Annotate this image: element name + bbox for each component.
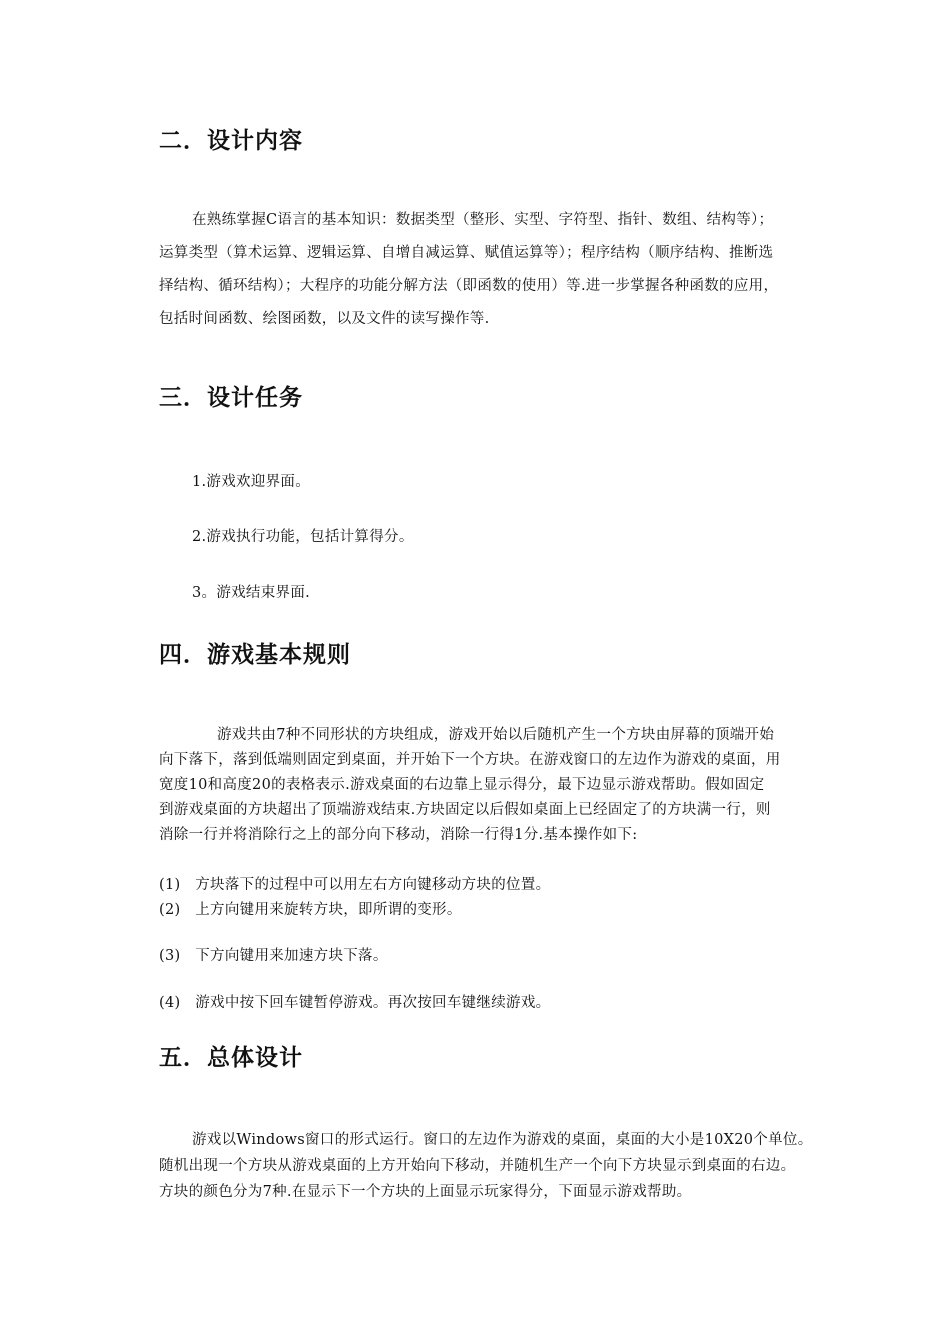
paragraph-line: 包括时间函数、绘图函数，以及文件的读写操作等. — [159, 311, 490, 327]
section-heading-overall-design: 五．总体设计 — [159, 1045, 303, 1071]
paragraph-line: 游戏共由7种不同形状的方块组成，游戏开始以后随机产生一个方块由屏幕的顶端开始 — [217, 727, 775, 743]
paragraph-line: 择结构、循环结构）；大程序的功能分解方法（即函数的使用）等.进一步掌握各种函数的应用， — [159, 278, 779, 294]
game-rules-paragraph — [159, 723, 871, 848]
task-item: 1.游戏欢迎界面。 — [192, 474, 311, 490]
paragraph-line: 方块的颜色分为7种.在显示下一个方块的上面显示玩家得分，下面显示游戏帮助。 — [159, 1184, 692, 1200]
paragraph-line: 随机出现一个方块从游戏桌面的上方开始向下移动，并随机生产一个向下方块显示到桌面的右边。 — [159, 1158, 796, 1174]
paragraph-line: 到游戏桌面的方块超出了顶端游戏结束.方块固定以后假如桌面上已经固定了的方块满一行，则 — [159, 802, 771, 818]
section-heading-design-content: 二．设计内容 — [159, 128, 303, 154]
task-item: 3。游戏结束界面. — [192, 585, 311, 601]
operation-item: (2) 上方向键用来旋转方块，即所谓的变形。 — [159, 902, 462, 918]
operation-item: (1) 方块落下的过程中可以用左右方向键移动方块的位置。 — [159, 877, 551, 893]
paragraph-line: 消除一行并将消除行之上的部分向下移动，消除一行得1分.基本操作如下: — [159, 827, 638, 843]
design-content-paragraph — [159, 208, 871, 340]
overall-design-paragraph — [159, 1128, 871, 1206]
paragraph-line: 运算类型（算术运算、逻辑运算、自增自减运算、赋值运算等）；程序结构（顺序结构、推断选 — [159, 245, 774, 261]
paragraph-line: 向下落下，落到低端则固定到桌面，并开始下一个方块。在游戏窗口的左边作为游戏的桌面，用 — [159, 752, 781, 768]
section-heading-design-task: 三．设计任务 — [159, 385, 303, 411]
task-item: 2.游戏执行功能，包括计算得分。 — [192, 529, 414, 545]
paragraph-line: 宽度10和高度20的表格表示.游戏桌面的右边靠上显示得分，最下边显示游戏帮助。假如固定 — [159, 777, 765, 793]
paragraph-line: 游戏以Windows窗口的形式运行。窗口的左边作为游戏的桌面，桌面的大小是10X20个单位。 — [192, 1132, 813, 1148]
section-heading-game-rules: 四．游戏基本规则 — [159, 642, 351, 668]
paragraph-line: 在熟练掌握C语言的基本知识：数据类型（整形、实型、字符型、指针、数组、结构等）； — [192, 212, 774, 228]
operation-item: (4) 游戏中按下回车键暂停游戏。再次按回车键继续游戏。 — [159, 995, 551, 1011]
operation-item: (3) 下方向键用来加速方块下落。 — [159, 948, 388, 964]
